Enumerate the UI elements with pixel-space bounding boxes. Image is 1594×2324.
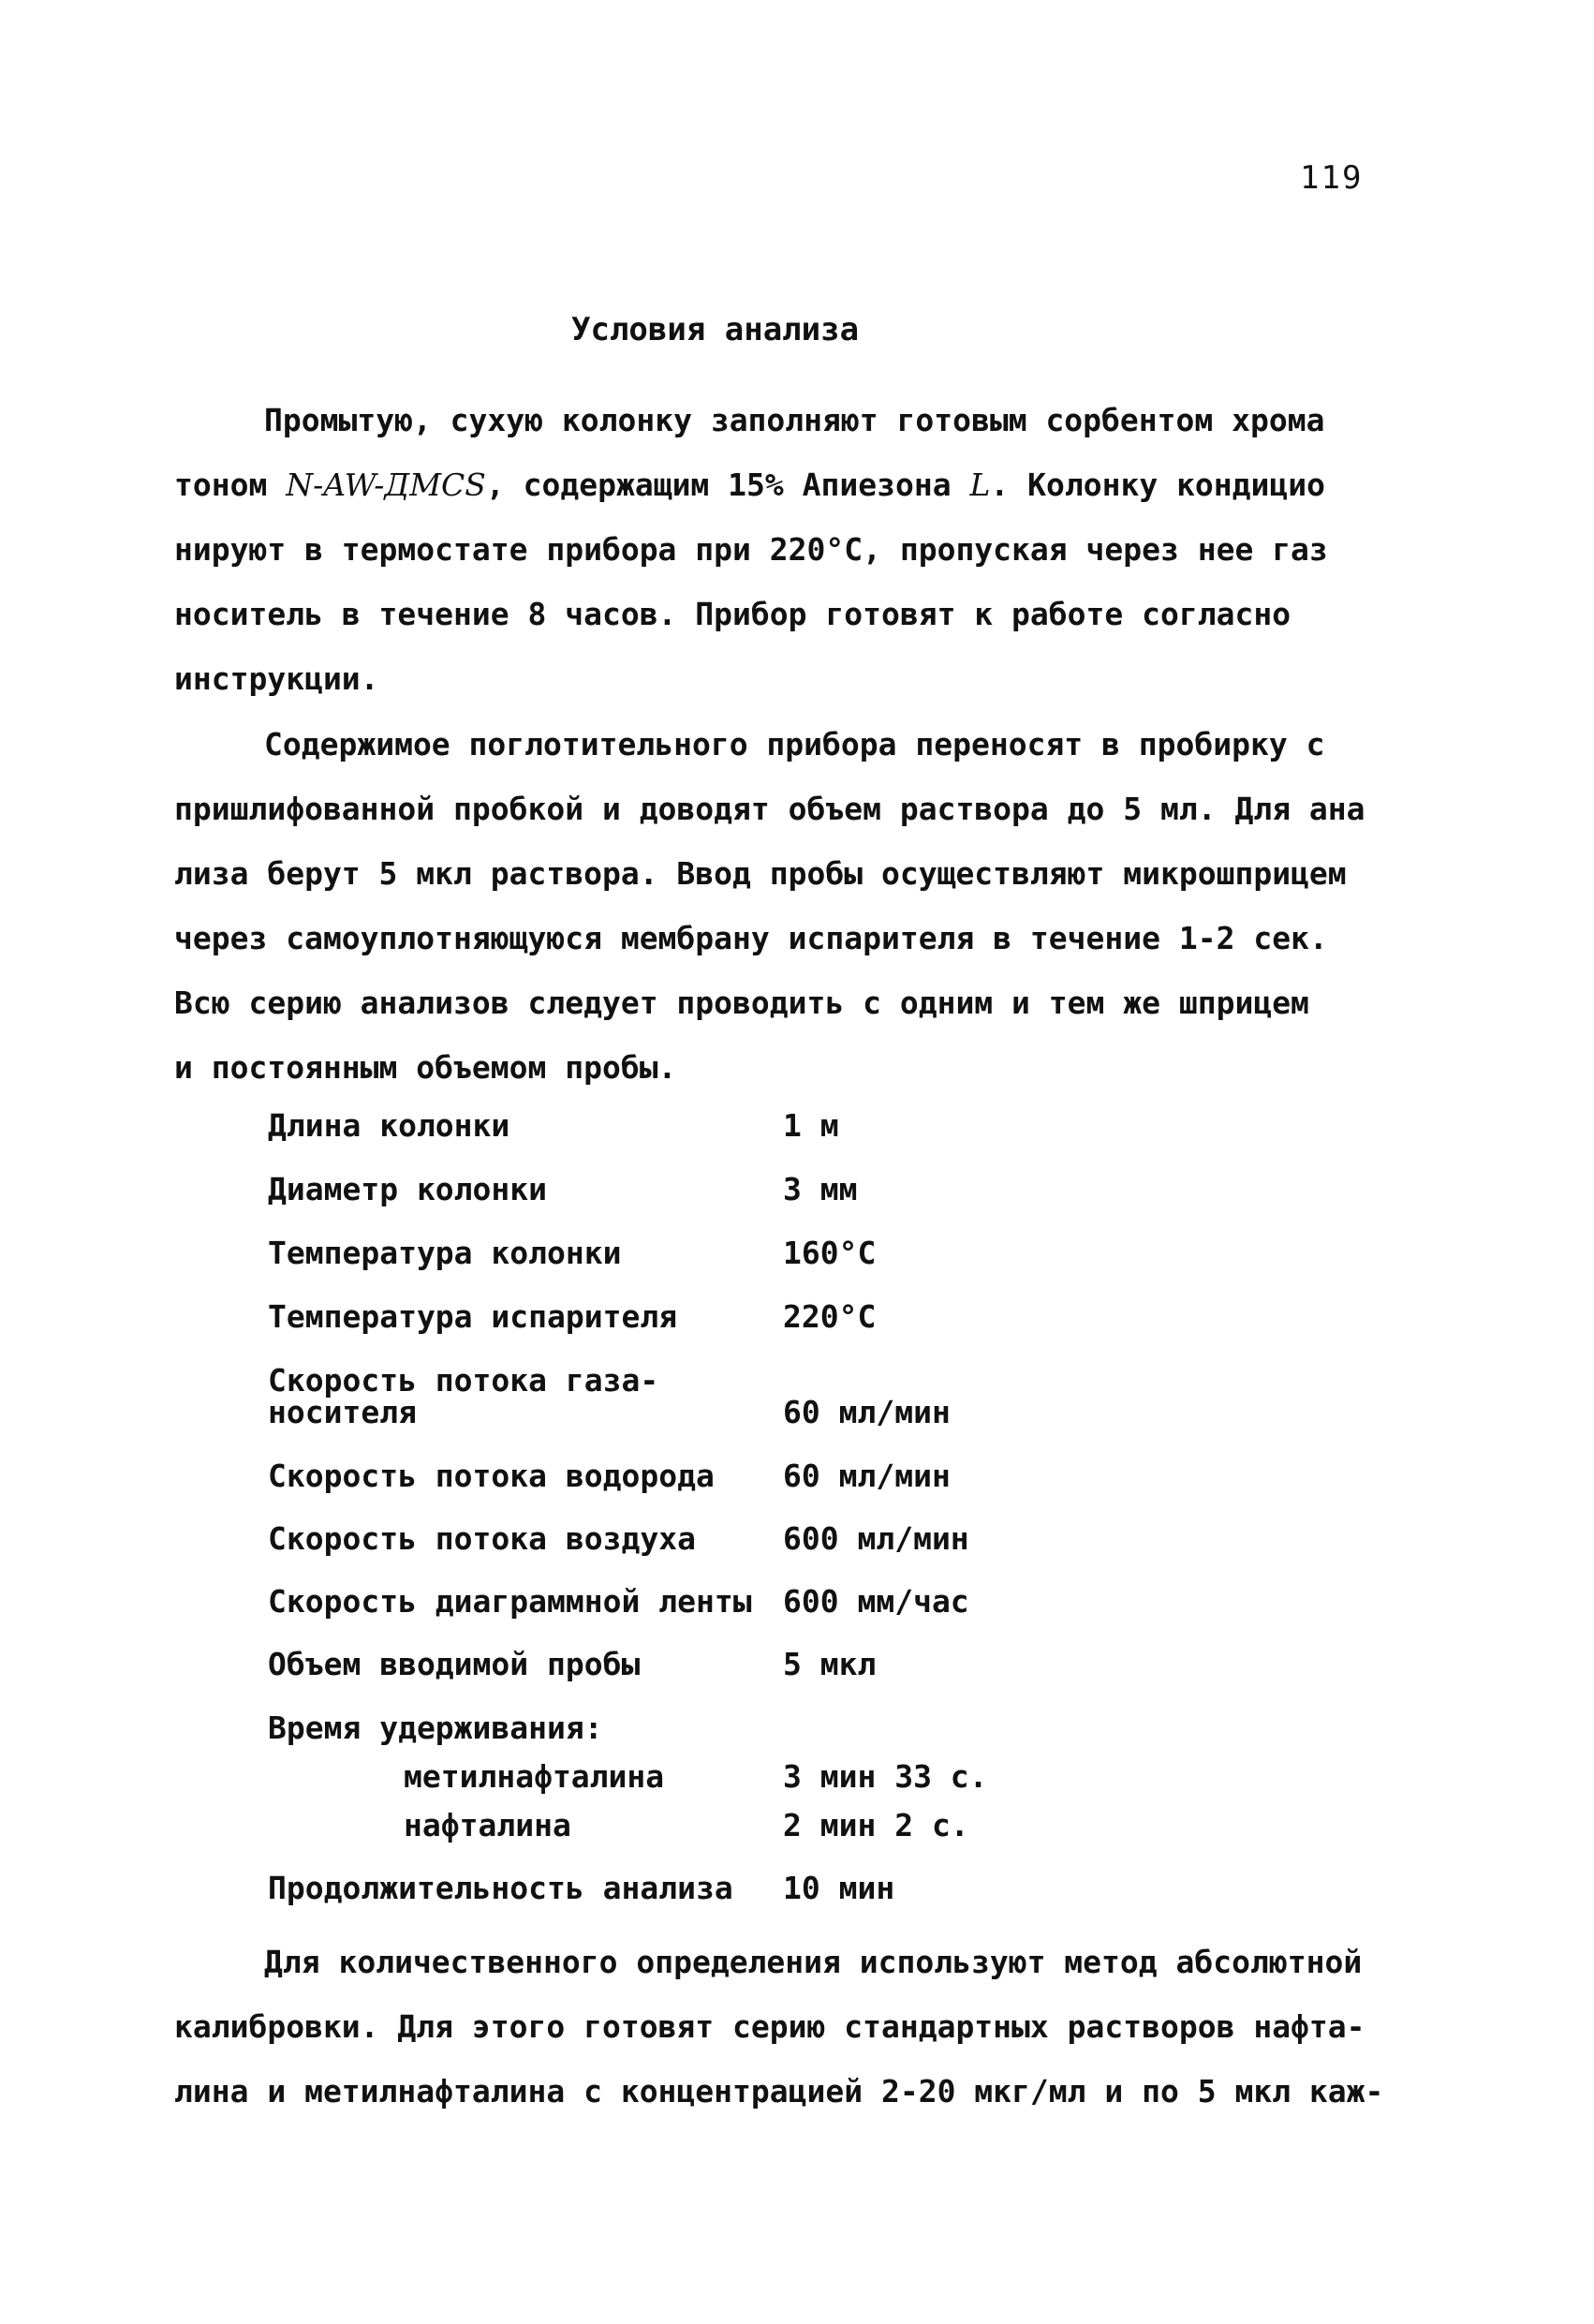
param-label: Скорость потока газа- [268, 1362, 659, 1399]
param-sublabel: метилнафталина [404, 1758, 665, 1795]
param-value: 5 мкл [783, 1646, 877, 1682]
param-label: носителя [268, 1394, 417, 1430]
param-label: Скорость диаграммной ленты [268, 1583, 752, 1620]
text-line: Промытую, сухую колонку заполняют готовым сорбентом хрома [264, 402, 1325, 438]
text-line: через самоуплотняющуюся мембрану испарителя в течение 1-2 сек. [174, 920, 1328, 956]
text-line: калибровки. Для этого готовят серию стандартных растворов нафта- [174, 2008, 1365, 2045]
paragraph-calibration [174, 1930, 1429, 2124]
text-line: Всю серию анализов следует проводить с одним и тем же шприцем [174, 984, 1309, 1021]
text-line: носитель в течение 8 часов. Прибор готовят к работе согласно [174, 596, 1291, 632]
param-value: 60 мл/мин [783, 1458, 951, 1494]
text-fragment: . Колонку кондицио [990, 466, 1326, 503]
text-line: инструкции. [174, 660, 379, 697]
text-line: нируют в термостате прибора при 220°С, пропуская через нее газ [174, 531, 1328, 568]
text-line: Для количественного определения используют метод абсолютной [264, 1944, 1363, 1980]
text-fragment: тоном [174, 466, 268, 503]
page-number: 119 [1300, 159, 1364, 197]
param-label: Объем вводимой пробы [268, 1646, 641, 1682]
param-label: Скорость потока водорода [268, 1458, 715, 1494]
param-value: 60 мл/мин [783, 1394, 951, 1430]
paragraph-sample-injection [174, 712, 1429, 1100]
param-label: Продолжительность анализа [268, 1870, 733, 1906]
text-line: и постоянным объемом пробы. [174, 1049, 677, 1086]
param-sublabel: нафталина [404, 1807, 571, 1843]
param-value: 160°С [783, 1235, 877, 1271]
param-value: 2 мин 2 с. [783, 1807, 969, 1843]
handwritten-letter: L [969, 466, 991, 503]
param-value: 600 мм/час [783, 1583, 969, 1620]
paragraph-column-preparation [174, 388, 1429, 711]
param-label: Скорость потока воздуха [268, 1520, 696, 1557]
param-value: 1 м [783, 1107, 839, 1144]
text-line [174, 452, 1429, 517]
text-line: пришлифованной пробкой и доводят объем раствора до 5 мл. Для ана [174, 791, 1365, 827]
param-value: 10 мин [783, 1870, 895, 1906]
param-label: Температура испарителя [268, 1298, 678, 1335]
param-label: Диаметр колонки [268, 1171, 548, 1207]
param-value: 3 мм [783, 1171, 858, 1207]
param-label: Температура колонки [268, 1235, 622, 1271]
text-fragment: , содержащим 15% Апиезона [485, 466, 952, 503]
param-value: 600 мл/мин [783, 1520, 969, 1557]
param-value: 3 мин 33 с. [783, 1758, 988, 1795]
param-label: Длина колонки [268, 1107, 510, 1144]
param-value: 220°С [783, 1298, 877, 1335]
handwritten-sorbent-name: N-AW-ДМСS [286, 466, 486, 503]
text-line: лина и метилнафталина с концентрацией 2-20 мкг/мл и по 5 мкл каж- [174, 2073, 1384, 2109]
text-line: Содержимое поглотительного прибора переносят в пробирку с [264, 726, 1325, 762]
text-line: лиза берут 5 мкл раствора. Ввод пробы осуществляют микрошприцем [174, 855, 1347, 892]
param-label: Время удерживания: [268, 1710, 603, 1746]
section-heading: Условия анализа [571, 311, 860, 348]
